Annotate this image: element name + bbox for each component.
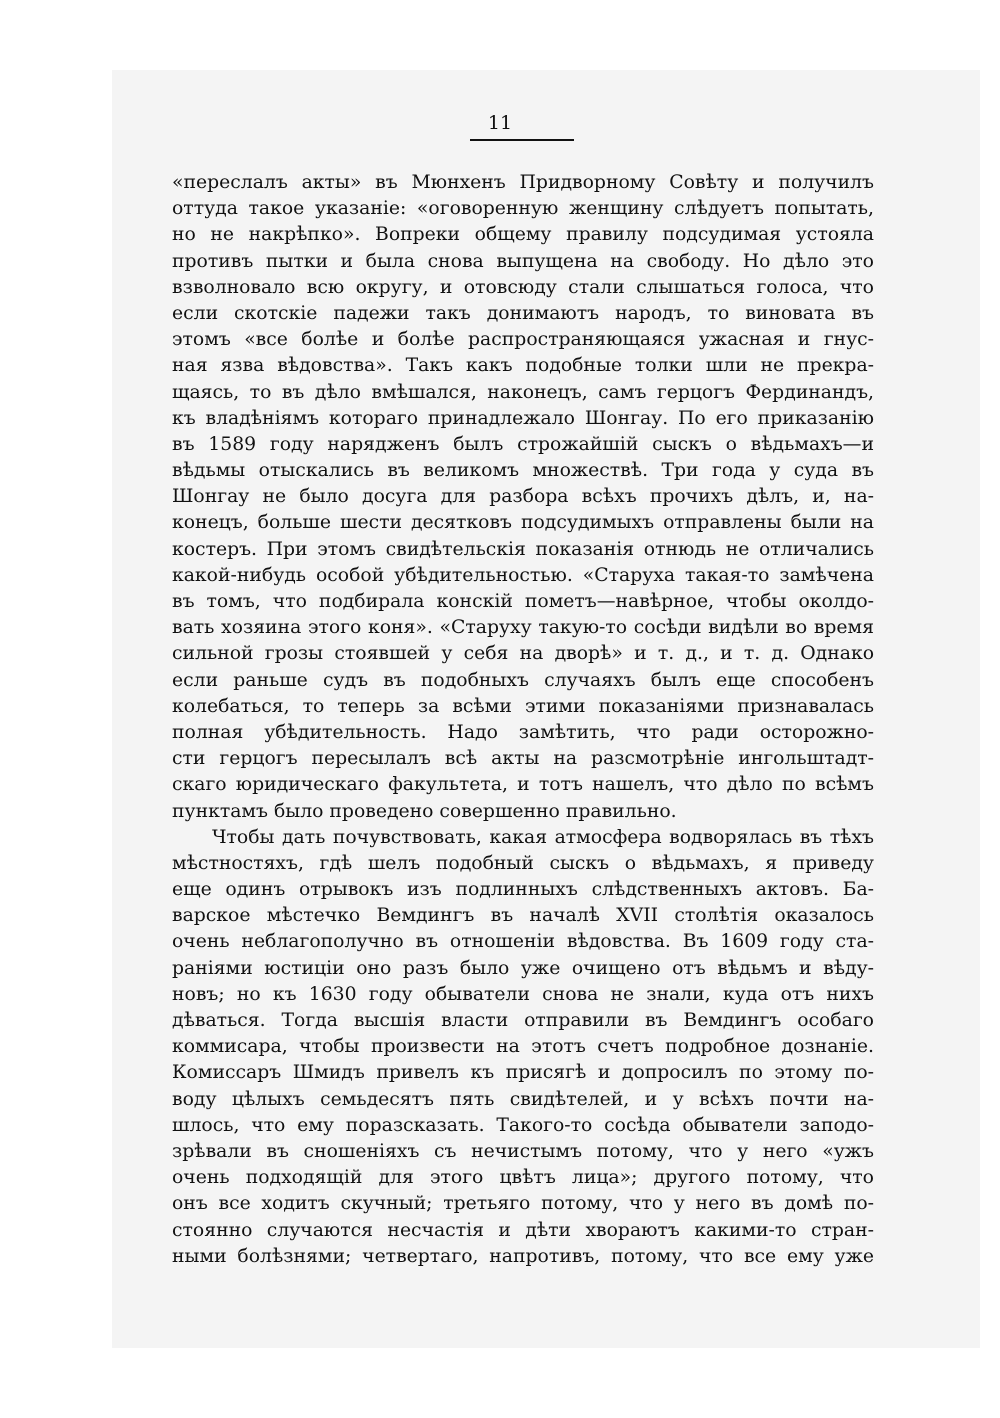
text-line: если скотскіе падежи такъ донимаютъ народъ, то виновата въ <box>172 302 874 324</box>
text-line: въ 1589 году нарядженъ былъ строжайшій сыскъ о вѣдьмахъ—и <box>172 433 874 455</box>
paragraph <box>172 170 874 825</box>
text-line: шлось, что ему поразсказать. Такого-то сосѣда обыватели заподо- <box>172 1114 874 1136</box>
text-line: раніями юстиціи оно разъ было уже очищено отъ вѣдьмъ и вѣду- <box>172 957 874 979</box>
text-line: очень подходящій для этого цвѣтъ лица»; другого потому, что <box>172 1167 874 1189</box>
text-line: къ владѣніямъ котораго принадлежало Шонгау. По его приказанію <box>172 407 874 429</box>
text-line: конецъ, больше шести десятковъ подсудимыхъ отправлены были на <box>172 512 874 534</box>
text-line: Шонгау не было досуга для разбора всѣхъ прочихъ дѣлъ, и, на- <box>172 486 874 508</box>
body-text <box>172 170 874 1270</box>
text-line: мѣстностяхъ, гдѣ шелъ подобный сыскъ о вѣдьмахъ, я приведу <box>172 852 874 874</box>
text-line: щаясь, то въ дѣло вмѣшался, наконецъ, самъ герцогъ Фердинандъ, <box>172 381 874 403</box>
text-line: зрѣвали въ сношеніяхъ съ нечистымъ потому, что у него «ужъ <box>172 1140 874 1162</box>
text-line: пунктамъ было проведено совершенно правильно. <box>172 800 677 822</box>
text-line: колебаться, то теперь за всѣми этими показаніями признавалась <box>172 695 874 717</box>
text-line: дѣваться. Тогда высшія власти отправили въ Вемдингъ особаго <box>172 1010 874 1031</box>
text-line: очень неблагополучно въ отношеніи вѣдовства. Въ 1609 году ста- <box>172 931 874 953</box>
text-line: костеръ. При этомъ свидѣтельскія показанія отнюдь не отличались <box>172 538 874 560</box>
text-line: скаго юридическаго факультета, и тотъ нашелъ, что дѣло по всѣмъ <box>172 774 874 796</box>
text-line: Чтобы дать почувствовать, какая атмосфера водворялась въ тѣхъ <box>212 826 874 848</box>
text-line: онъ все ходитъ скучный; третьяго потому, что у него въ домѣ по- <box>172 1193 874 1215</box>
paragraph <box>172 825 874 1270</box>
text-line: взволновало всю округу, и отовсюду стали слышаться голоса, что <box>172 276 874 298</box>
text-line: въ томъ, что подбирала конскій пометъ—навѣрное, чтобы околдо- <box>172 591 874 612</box>
text-line: варское мѣстечко Вемдингъ въ началѣ XVII столѣтія оказалось <box>172 905 874 927</box>
text-line: сти герцогъ пересылалъ всѣ акты на разсмотрѣніе ингольштадт- <box>172 748 874 770</box>
text-line: ными болѣзнями; четвертаго, напротивъ, потому, что все ему уже <box>172 1245 874 1267</box>
text-line: сильной грозы стоявшей у себя на дворѣ» и т. д., и т. д. Однако <box>172 643 874 665</box>
text-line: коммисара, чтобы произвести на этотъ счетъ подробное дознаніе. <box>172 1036 874 1058</box>
text-line: воду цѣлыхъ семьдесятъ пять свидѣтелей, и у всѣхъ почти на- <box>172 1088 874 1110</box>
page-number-rule <box>470 139 574 141</box>
text-line: этомъ «все болѣе и болѣе распространяющаяся ужасная и гнус- <box>172 329 874 351</box>
text-line: противъ пытки и была снова выпущена на свободу. Но дѣло это <box>172 250 874 272</box>
text-line: если раньше судъ въ подобныхъ случаяхъ былъ еще способенъ <box>172 669 874 691</box>
page-number: 11 <box>487 112 513 134</box>
text-line: но не накрѣпко». Вопреки общему правилу подсудимая устояла <box>172 224 874 246</box>
text-line: вѣдьмы отыскались въ великомъ множествѣ. Три года у суда въ <box>172 460 874 482</box>
text-line: ная язва вѣдовства». Такъ какъ подобные толки шли не прекра- <box>172 355 874 377</box>
text-line: «переслалъ акты» въ Мюнхенъ Придворному Совѣту и получилъ <box>172 172 874 193</box>
text-line: вать хозяина этого коня». «Старуху такую-то сосѣди видѣли во время <box>172 617 874 639</box>
text-line: еще одинъ отрывокъ изъ подлинныхъ слѣдственныхъ актовъ. Ба- <box>172 879 874 901</box>
text-line: Комиссаръ Шмидъ привелъ къ присягѣ и допросилъ по этому по- <box>172 1062 874 1084</box>
text-line: полная убѣдительность. Надо замѣтить, что ради осторожно- <box>172 721 874 743</box>
text-line: стоянно случаются несчастія и дѣти хвораютъ какими-то стран- <box>172 1219 874 1241</box>
text-line: оттуда такое указаніе: «оговоренную женщину слѣдуетъ попытать, <box>172 198 874 220</box>
text-line: какой-нибудь особой убѣдительностью. «Старуха такая-то замѣчена <box>172 564 874 586</box>
text-line: новъ; но къ 1630 году обыватели снова не знали, куда отъ нихъ <box>172 983 874 1005</box>
